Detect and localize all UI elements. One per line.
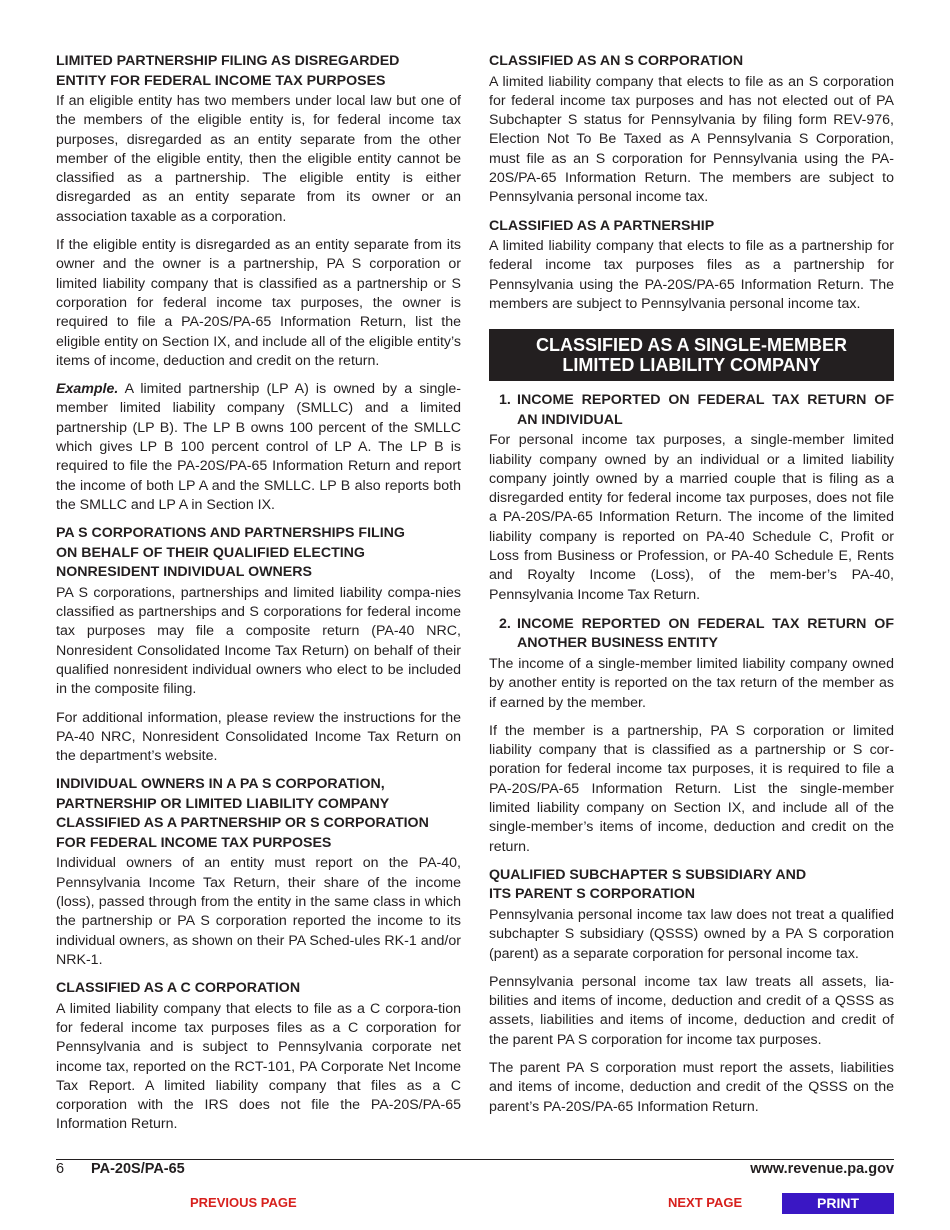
heading-line: ON BEHALF OF THEIR QUALIFIED ELECTING — [56, 544, 365, 561]
single-member-llc-banner — [489, 329, 894, 381]
banner-line: CLASSIFIED AS A SINGLE-MEMBER — [535, 335, 847, 356]
paragraph: If an eligible entity has two members under local law but one of the members of the eligible entity is, for federal income tax purposes, disregarded as an entity separate from the other member of the eligible entity, then the eligible entity cannot be classified as a partnership. The eligible entity is either disregarded as an entity separate from its owner or an association taxable as a corporation. — [56, 93, 461, 225]
heading-line: ENTITY FOR FEDERAL INCOME TAX PURPOSES — [56, 72, 386, 89]
heading-line: ITS PARENT S CORPORATION — [489, 886, 695, 903]
paragraph: If the member is a partnership, PA S corporation or limited liability company that is classified as a partnership or S cor-poration for federal income tax purposes, it is required to file a PA-20S/PA-65 Information Return. List the single-member limited liability company on Section IX, and include all of the single-member’s items of income, deduction and credit on the return. — [489, 722, 894, 855]
paragraph: PA S corporations, partnerships and limited liability compa-nies classified as partnerships and S corporations for federal income tax purposes may file a composite return (PA-40 NRC, Nonresident Consolidated Income Tax Return) on behalf of their qualified nonresident individual owners who elect to be included in the composite filing. — [56, 584, 461, 698]
previous-page-link[interactable]: PREVIOUS PAGE — [190, 1195, 297, 1210]
example-label: Example. — [56, 381, 119, 398]
section-heading-s-corporation: CLASSIFIED AS AN S CORPORATION — [489, 53, 744, 69]
print-button[interactable]: PRINT — [782, 1193, 894, 1214]
paragraph: A limited liability company that elects to file as an S corporation for federal income tax purposes and has not elected out of PA Subchapter S status for Pennsylvania by filing form REV-976, Election Not To Be Taxed as A Pennsylvania S Corporation, must file as an S corporation for Pennsylvania using the PA-20S/PA-65 Information Return. The members are subject to Pennsylvania personal income tax. — [489, 73, 894, 206]
example-paragraph — [56, 380, 461, 515]
website-url: www.revenue.pa.gov — [750, 1161, 894, 1177]
section-heading-composite-filing — [56, 524, 461, 583]
paragraph: Pennsylvania personal income tax law does not treat a qualified subchapter S subsidiary (QSSS) owned by a PA S corporation (parent) as a separate corporation for personal income tax. — [489, 906, 894, 962]
heading-line: QUALIFIED SUBCHAPTER S SUBSIDIARY AND — [489, 866, 807, 883]
left-column — [56, 52, 461, 1135]
paragraph: For personal income tax purposes, a single-member limited liability company owned by an individual or a limited liability company jointly owned by a married couple that is filing as a disregarded entity for federal income tax purposes, does not file a PA-20S/PA-65 Information Return. The income of the limited liability company is reported on PA-40 Schedule C, Profit or Loss from Business or Profession, or PA-40 Schedule E, Rents and Royalty Income (Loss), of the mem-ber’s PA-40, Pennsylvania Income Tax Return. — [489, 432, 894, 603]
banner-line: LIMITED LIABILITY COMPANY — [562, 355, 821, 376]
footer-divider — [56, 1159, 894, 1160]
section-heading-lp-disregarded — [56, 52, 461, 91]
example-text: A limited partnership (LP A) is owned by a single-member limited liability company (SMLLC) and a limited partnership (LP B). The LP B owns 100 percent of the SMLLC which gives LP B 100 percent control of LP A. The LP B is required to file the PA-20S/PA-65 Information Return and report the income of both LP A and the SMLLC. LP B also reports both the SMLLC and LP A in Section IX. — [56, 381, 461, 513]
numbered-heading-business-entity — [489, 615, 894, 654]
paragraph: A limited liability company that elects to file as a partnership for federal income tax purposes files as a partnership for Pennsylvania using the PA-20S/PA-65 Information Return. The members are subject to Pennsylvania personal income tax. — [489, 238, 894, 312]
heading-number: 1. — [499, 392, 511, 409]
section-heading-partnership: CLASSIFIED AS A PARTNERSHIP — [489, 217, 715, 234]
heading-line: PA S CORPORATIONS AND PARTNERSHIPS FILING — [56, 525, 405, 542]
heading-text: INCOME REPORTED ON FEDERAL TAX RETURN OF AN INDIVIDUAL — [517, 392, 894, 428]
paragraph: Individual owners of an entity must report on the PA-40, Pennsylvania Income Tax Return, their share of the income (loss), passed through from the entity in the same class in which the partnership or PA S corporation reported the income to its individual owners, as shown on their PA Sched-ules RK-1 and/or NRK-1. — [56, 855, 461, 968]
paragraph: A limited liability company that elects to file as a C corpora-tion for federal income tax purposes files as a C corporation for Pennsylvania and is subject to Pennsylvania corporate net income tax, reported on the RCT-101, PA Corporate Net Income Tax Report. A limited liability company that files as a C corporation with the IRS does not file the PA-20S/PA-65 Information Return. — [56, 1000, 461, 1133]
section-heading-qsss — [489, 866, 894, 905]
paragraph: The income of a single-member limited liability company owned by another entity is reported on the tax return of the member as if earned by the member. — [489, 655, 894, 711]
next-page-link[interactable]: NEXT PAGE — [668, 1195, 743, 1210]
section-heading-individual-owners — [56, 775, 461, 853]
heading-text: INCOME REPORTED ON FEDERAL TAX RETURN OF ANOTHER BUSINESS ENTITY — [517, 615, 894, 652]
heading-line: LIMITED PARTNERSHIP FILING AS DISREGARDED — [56, 53, 400, 69]
paragraph: The parent PA S corporation must report the assets, liabilities and items of income, deduction and credit of the QSSS on the parent’s PA-20S/PA-65 Information Return. — [489, 1059, 894, 1115]
page-number: 6 — [56, 1161, 65, 1177]
section-heading-c-corporation: CLASSIFIED AS A C CORPORATION — [56, 980, 301, 997]
heading-line: INDIVIDUAL OWNERS IN A PA S CORPORATION, — [56, 776, 385, 793]
right-column — [489, 52, 894, 1117]
paragraph: If the eligible entity is disregarded as an entity separate from its owner and the owner is a partnership, PA S corporation or limited liability company that is classified as a partnership or S corporation for federal income tax purposes, the owner is required to file a PA-20S/PA-65 Information Return, list the eligible entity on Section IX, and include all of the eligible entity’s items of income, deduction and credit on the return. — [56, 237, 461, 369]
heading-line: PARTNERSHIP OR LIMITED LIABILITY COMPANY — [56, 795, 390, 812]
numbered-heading-individual — [489, 391, 894, 430]
form-id: PA-20S/PA-65 — [91, 1161, 185, 1177]
heading-line: NONRESIDENT INDIVIDUAL OWNERS — [56, 564, 312, 581]
heading-line: FOR FEDERAL INCOME TAX PURPOSES — [56, 834, 332, 851]
heading-line: CLASSIFIED AS A PARTNERSHIP OR S CORPORATION — [56, 815, 429, 832]
heading-number: 2. — [499, 615, 511, 632]
paragraph: Pennsylvania personal income tax law treats all assets, lia-bilities and items of income, deduction and credit of a QSSS as assets, liabilities and items of income, deduction and credit of the parent PA S corporation for income tax purposes. — [489, 973, 894, 1048]
paragraph: For additional information, please review the instructions for the PA-40 NRC, Nonresident Consolidated Income Tax Return on the department’s website. — [56, 709, 461, 765]
